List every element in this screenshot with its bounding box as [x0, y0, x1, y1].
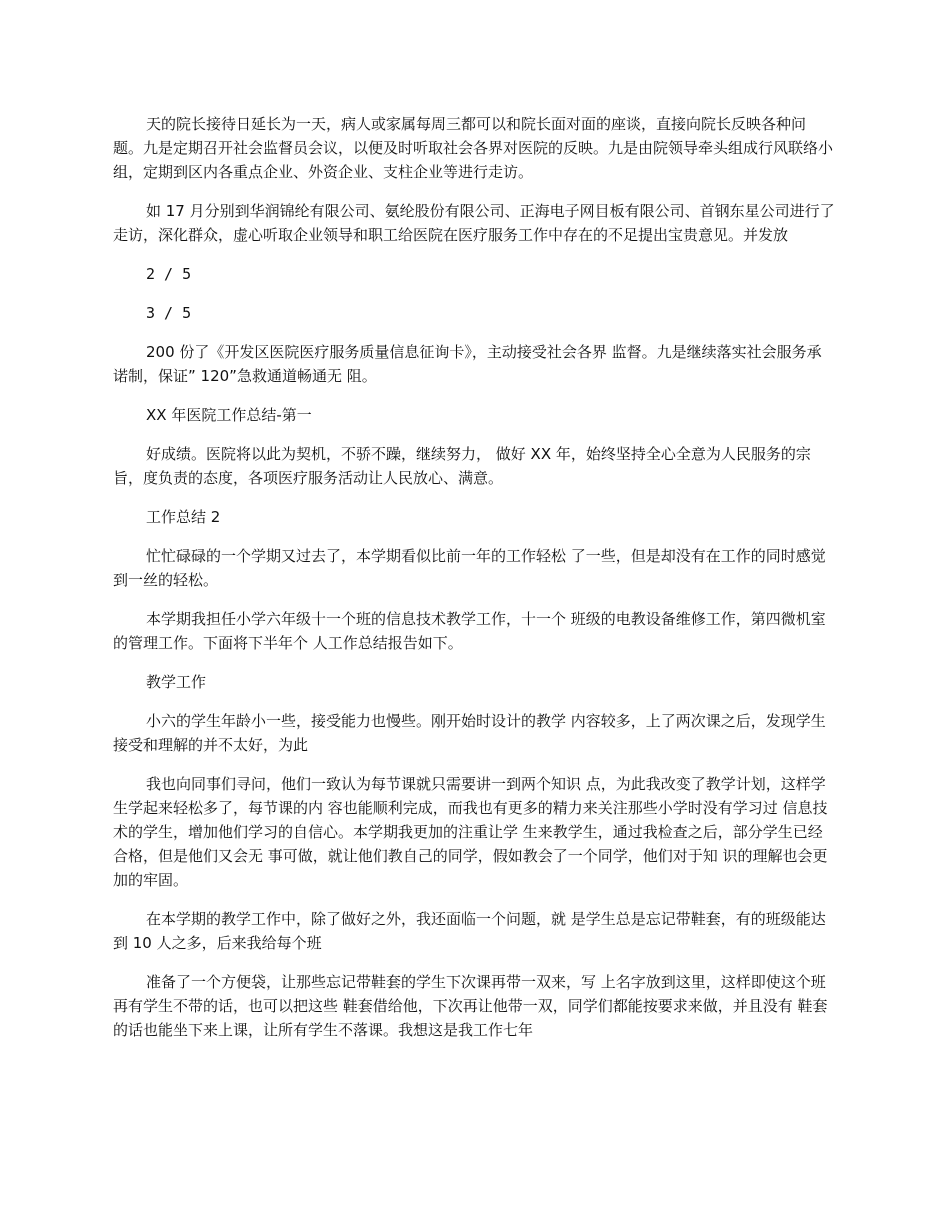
- heading-work-summary-2: 工作总结 2: [146, 508, 221, 526]
- page-number-2-of-5: 2 / 5: [146, 265, 192, 283]
- paragraph-survey-cards: 200 份了《开发区医院医疗服务质量信息征询卡》，主动接受社会各界 监督。九是继续落实社会服务承诺制，保证” 120”急救通道畅通无 阻。: [113, 343, 822, 385]
- heading-hospital-summary: XX 年医院工作总结-第一: [146, 406, 312, 424]
- paragraph-shoe-covers-solution: 准备了一个方便袋，让那些忘记带鞋套的学生下次课再带一双来，写 上名字放到这里，这样即使这个班再有学生不带的话，也可以把这些 鞋套借给他，下次再让他带一双，同学们都能按要求来做，并且没有 鞋套的话也能坐下来上课，让所有学生不落课。我想这是我工作七年: [113, 973, 828, 1039]
- paragraph-reception-day: 天的院长接待日延长为一天，病人或家属每周三都可以和院长面对面的座谈，直接向院长反映各种问题。九是定期召开社会监督员会议，以便及时听取社会各界对医院的反映。九是由院领导牵头组成行风联络小组，定期到区内各重点企业、外资企业、支柱企业等进行走访。: [113, 115, 834, 181]
- document-body: [113, 112, 835, 1057]
- paragraph-student-age: 小六的学生年龄小一些，接受能力也慢些。刚开始时设计的教学 内容较多，上了两次课之后，发现学生接受和理解的并不太好，为此: [113, 712, 826, 754]
- paragraph-achievements: 好成绩。医院将以此为契机，不骄不躁，继续努力， 做好 XX 年，始终坚持全心全意为人民服务的宗旨，度负责的态度，各项医疗服务活动让人民放心、满意。: [113, 445, 811, 487]
- page-number-3-of-5: 3 / 5: [146, 304, 192, 322]
- paragraph-duties: 本学期我担任小学六年级十一个班的信息技术教学工作，十一个 班级的电教设备维修工作，第四微机室的管理工作。下面将下半年个 人工作总结报告如下。: [113, 610, 826, 652]
- paragraph-shoe-covers-problem: 在本学期的教学工作中，除了做好之外，我还面临一个问题，就 是学生总是忘记带鞋套，有的班级能达到 10 人之多，后来我给每个班: [113, 910, 826, 952]
- heading-teaching-work: 教学工作: [146, 673, 207, 691]
- paragraph-company-visits: 如 17 月分别到华润锦纶有限公司、氨纶股份有限公司、正海电子网目板有限公司、首钢东星公司进行了走访，深化群众，虚心听取企业领导和职工给医院在医疗服务工作中存在的不足提出宝贵意见。并发放: [113, 202, 835, 244]
- paragraph-teaching-plan: 我也向同事们寻问，他们一致认为每节课就只需要讲一到两个知识 点，为此我改变了教学计划，这样学生学起来轻松多了，每节课的内 容也能顺利完成，而我也有更多的精力来关注那些小学时没有学习过 信息技术的学生，增加他们学习的自信心。本学期我更加的注重让学 生来教学生，通过我检查之后，部分学生已经合格，但是他们又会无 事可做，就让他们教自己的同学，假如教会了一个同学，他们对于知 识的理解也会更加的牢固。: [113, 775, 828, 889]
- paragraph-semester-intro: 忙忙碌碌的一个学期又过去了，本学期看似比前一年的工作轻松 了一些，但是却没有在工作的同时感觉到一丝的轻松。: [113, 547, 826, 589]
